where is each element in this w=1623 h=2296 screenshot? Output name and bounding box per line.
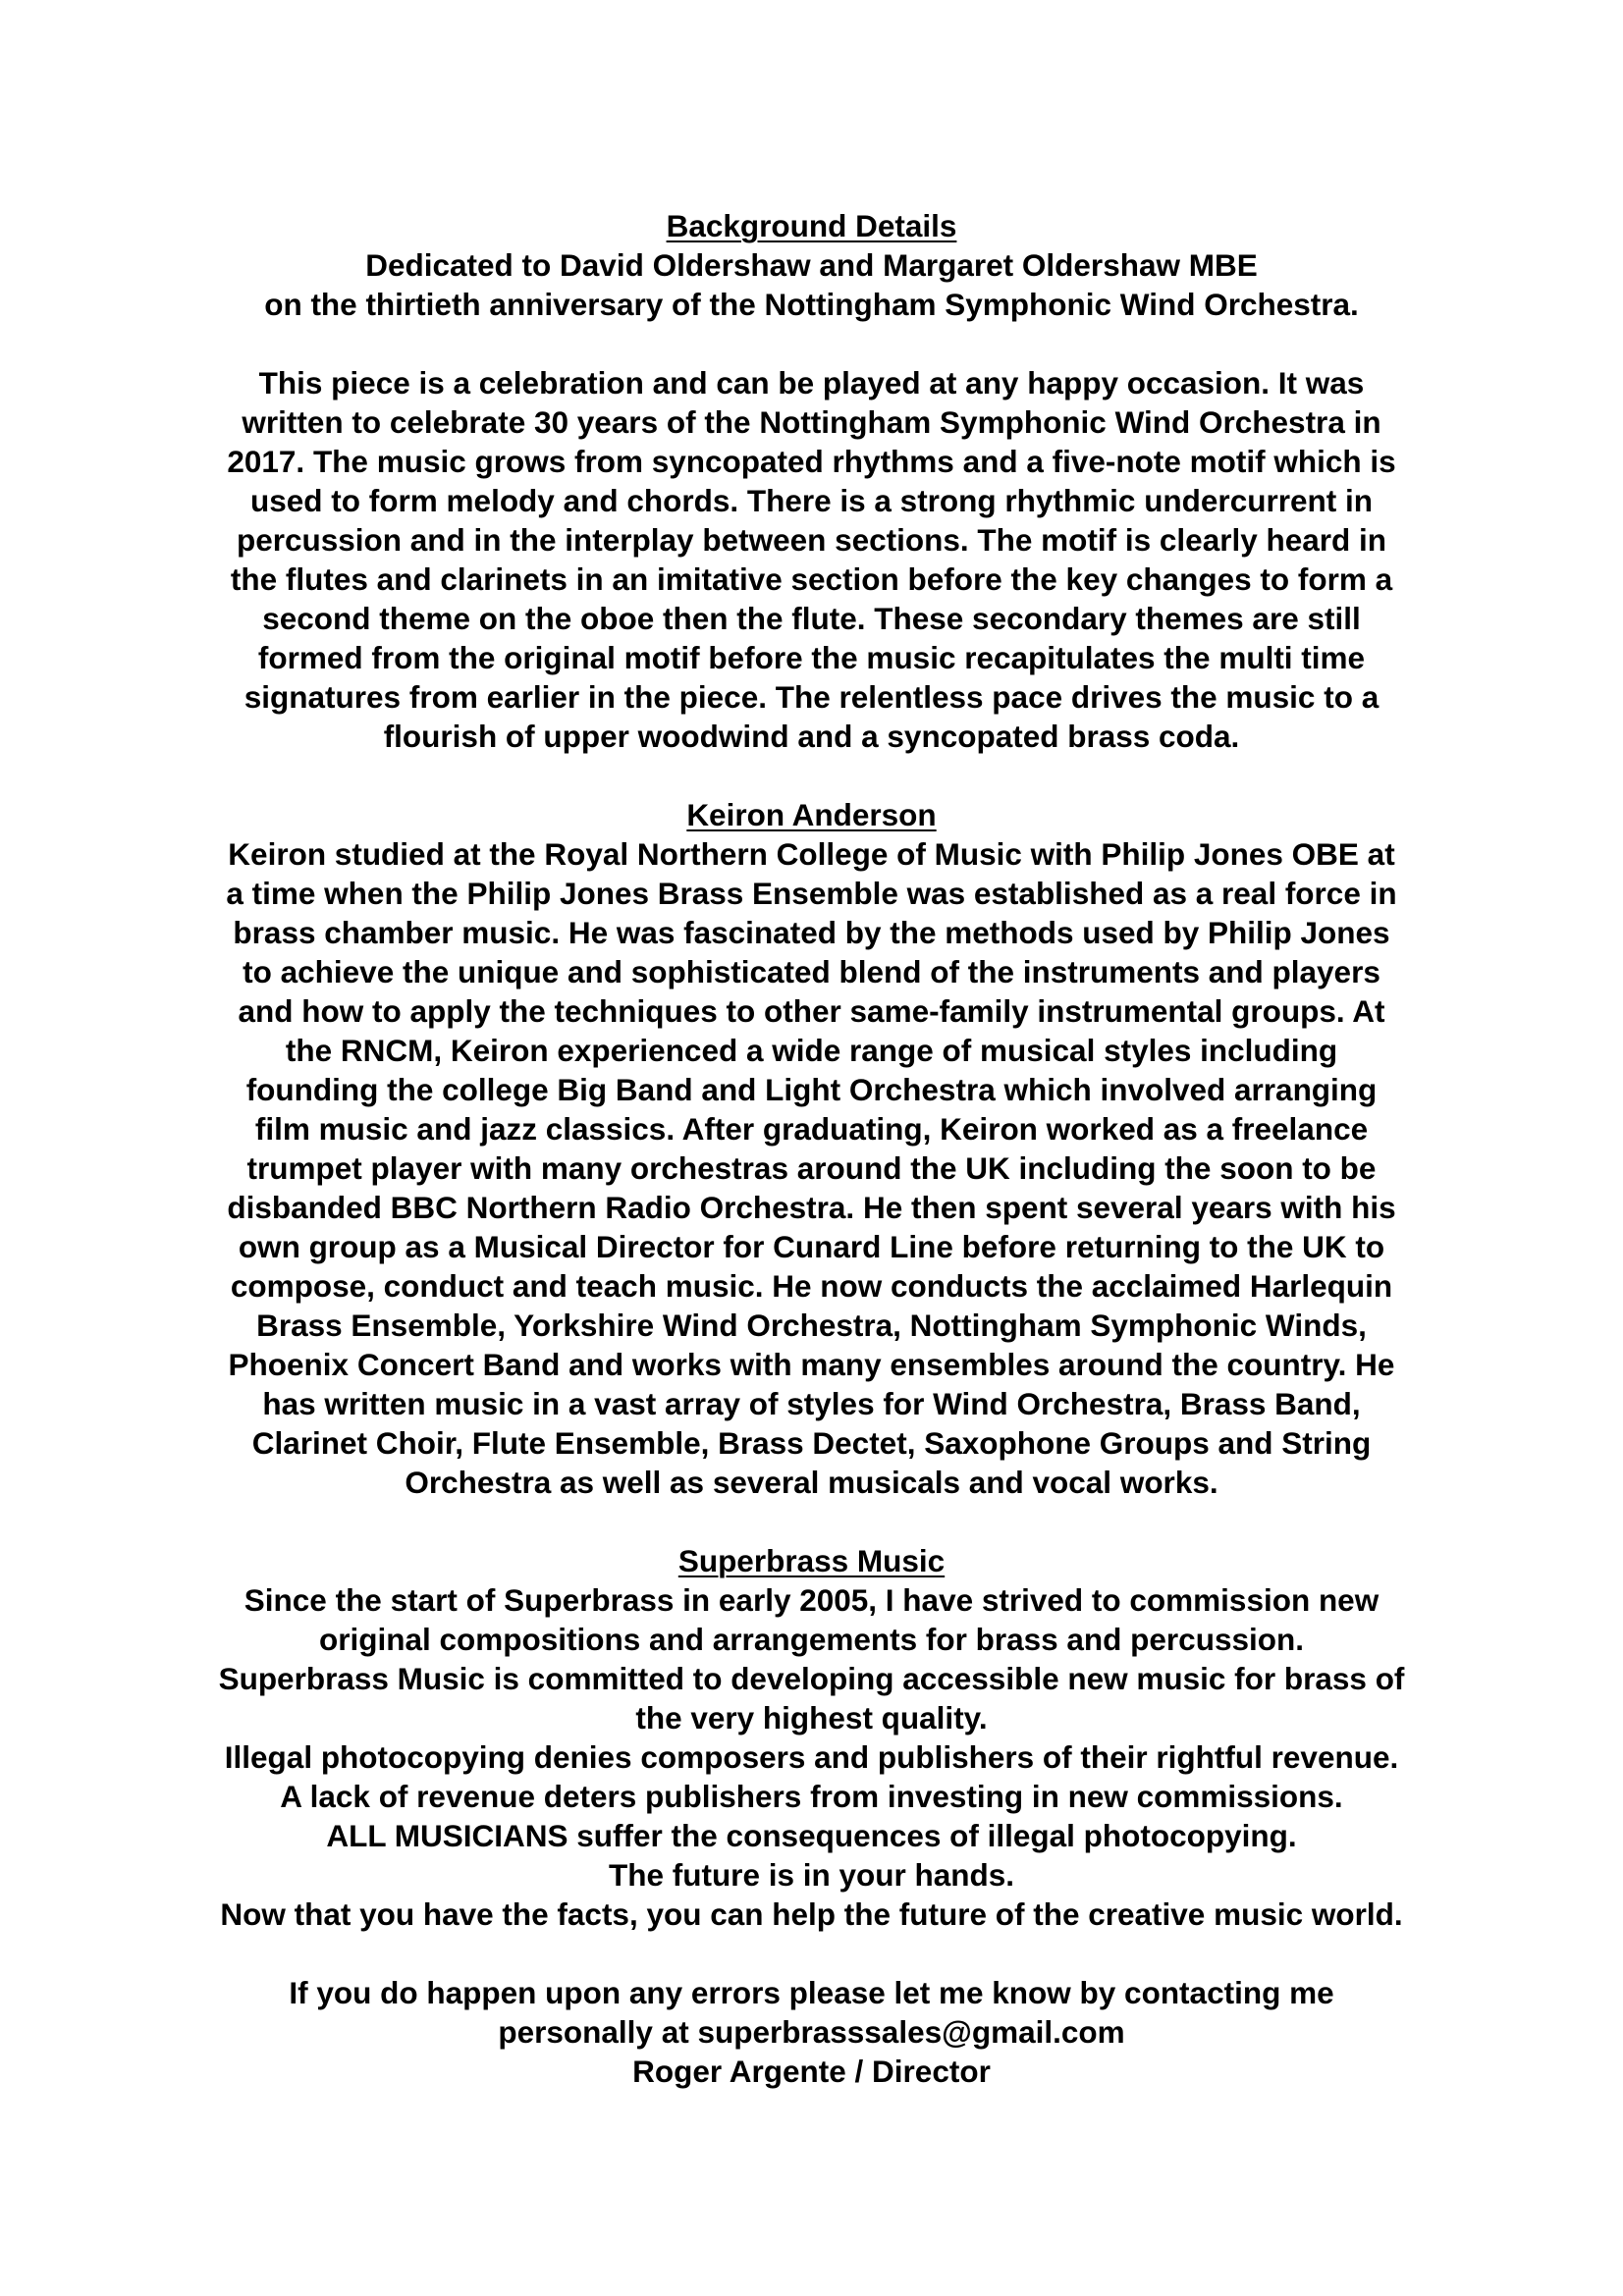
composer-body-line: Phoenix Concert Band and works with many ensembles around the country. He (228, 1347, 1395, 1382)
composer-body-line: compose, conduct and teach music. He now conducts the acclaimed Harlequin (230, 1268, 1393, 1304)
background-body-line: signatures from earlier in the piece. The relentless pace drives the music to a (243, 679, 1380, 715)
signature-line: Roger Argente / Director (632, 2054, 991, 2089)
contact-section (137, 1973, 1486, 2091)
publisher-body-line: Now that you have the facts, you can help the future of the creative music world. (220, 1896, 1403, 1932)
composer-body-line: Clarinet Choir, Flute Ensemble, Brass Dectet, Saxophone Groups and String (251, 1425, 1372, 1461)
background-body-line: the flutes and clarinets in an imitative section before the key changes to form a (230, 561, 1393, 597)
background-body-line: flourish of upper woodwind and a syncopated brass coda. (383, 719, 1240, 754)
composer-body-line: the RNCM, Keiron experienced a wide range of musical styles including (285, 1033, 1338, 1068)
composer-body-line: Brass Ensemble, Yorkshire Wind Orchestra, Nottingham Symphonic Winds, (256, 1308, 1367, 1343)
publisher-body-line: A lack of revenue deters publishers from investing in new commissions. (280, 1779, 1343, 1814)
background-body-line: written to celebrate 30 years of the Nottingham Symphonic Wind Orchestra in (242, 404, 1381, 440)
dedication-line: on the thirtieth anniversary of the Nottingham Symphonic Wind Orchestra. (264, 287, 1359, 322)
composer-body-line: Keiron studied at the Royal Northern College of Music with Philip Jones OBE at (228, 836, 1395, 872)
background-body-line: formed from the original motif before the music recapitulates the multi time (257, 640, 1366, 675)
publisher-body-line: The future is in your hands. (608, 1857, 1015, 1893)
composer-body-line: a time when the Philip Jones Brass Ensemble was established as a real force in (226, 876, 1397, 911)
composer-body-line: disbanded BBC Northern Radio Orchestra. He then spent several years with his (227, 1190, 1396, 1225)
background-body-line: 2017. The music grows from syncopated rhythms and a five-note motif which is (227, 444, 1396, 479)
contact-email-line: personally at superbrasssales@gmail.com (498, 2014, 1125, 2050)
background-body-line: used to form melody and chords. There is a strong rhythmic undercurrent in (250, 483, 1373, 518)
composer-heading: Keiron Anderson (686, 797, 937, 832)
background-body-line: This piece is a celebration and can be played at any happy occasion. It was (258, 365, 1365, 400)
publisher-section (137, 1541, 1486, 1934)
contact-line: If you do happen upon any errors please let me know by contacting me (289, 1975, 1334, 2010)
publisher-body-line: ALL MUSICIANS suffer the consequences of illegal photocopying. (326, 1818, 1297, 1853)
composer-body-line: has written music in a vast array of styles for Wind Orchestra, Brass Band, (262, 1386, 1361, 1421)
composer-body-line: own group as a Musical Director for Cunard Line before returning to the UK to (238, 1229, 1385, 1264)
background-body-line: percussion and in the interplay between sections. The motif is clearly heard in (236, 522, 1387, 558)
background-heading: Background Details (666, 208, 957, 243)
composer-body-line: brass chamber music. He was fascinated by the methods used by Philip Jones (233, 915, 1390, 950)
dedication-line: Dedicated to David Oldershaw and Margaret Oldershaw MBE (365, 247, 1258, 283)
publisher-body-line: Superbrass Music is committed to developing accessible new music for brass of (218, 1661, 1405, 1696)
publisher-body-line: original compositions and arrangements for brass and percussion. (319, 1622, 1304, 1657)
publisher-body-line: the very highest quality. (635, 1700, 988, 1735)
background-body-line: second theme on the oboe then the flute. These secondary themes are still (262, 601, 1361, 636)
composer-body-line: and how to apply the techniques to other same-family instrumental groups. At (238, 993, 1385, 1029)
paragraph-spacer (137, 324, 1486, 363)
document-page (137, 206, 1486, 2091)
composer-body-line: to achieve the unique and sophisticated blend of the instruments and players (243, 954, 1380, 989)
publisher-heading: Superbrass Music (677, 1543, 946, 1578)
composer-body-line: trumpet player with many orchestras around the UK including the soon to be (246, 1150, 1377, 1186)
publisher-body-line: Illegal photocopying denies composers and publishers of their rightful revenue. (224, 1739, 1399, 1775)
composer-section (137, 795, 1486, 1502)
publisher-body-line: Since the start of Superbrass in early 2005, I have strived to commission new (243, 1582, 1380, 1618)
composer-body-line: Orchestra as well as several musicals and vocal works. (405, 1465, 1218, 1500)
background-section (137, 206, 1486, 756)
composer-body-line: founding the college Big Band and Light Orchestra which involved arranging (245, 1072, 1378, 1107)
composer-body-line: film music and jazz classics. After graduating, Keiron worked as a freelance (254, 1111, 1369, 1147)
